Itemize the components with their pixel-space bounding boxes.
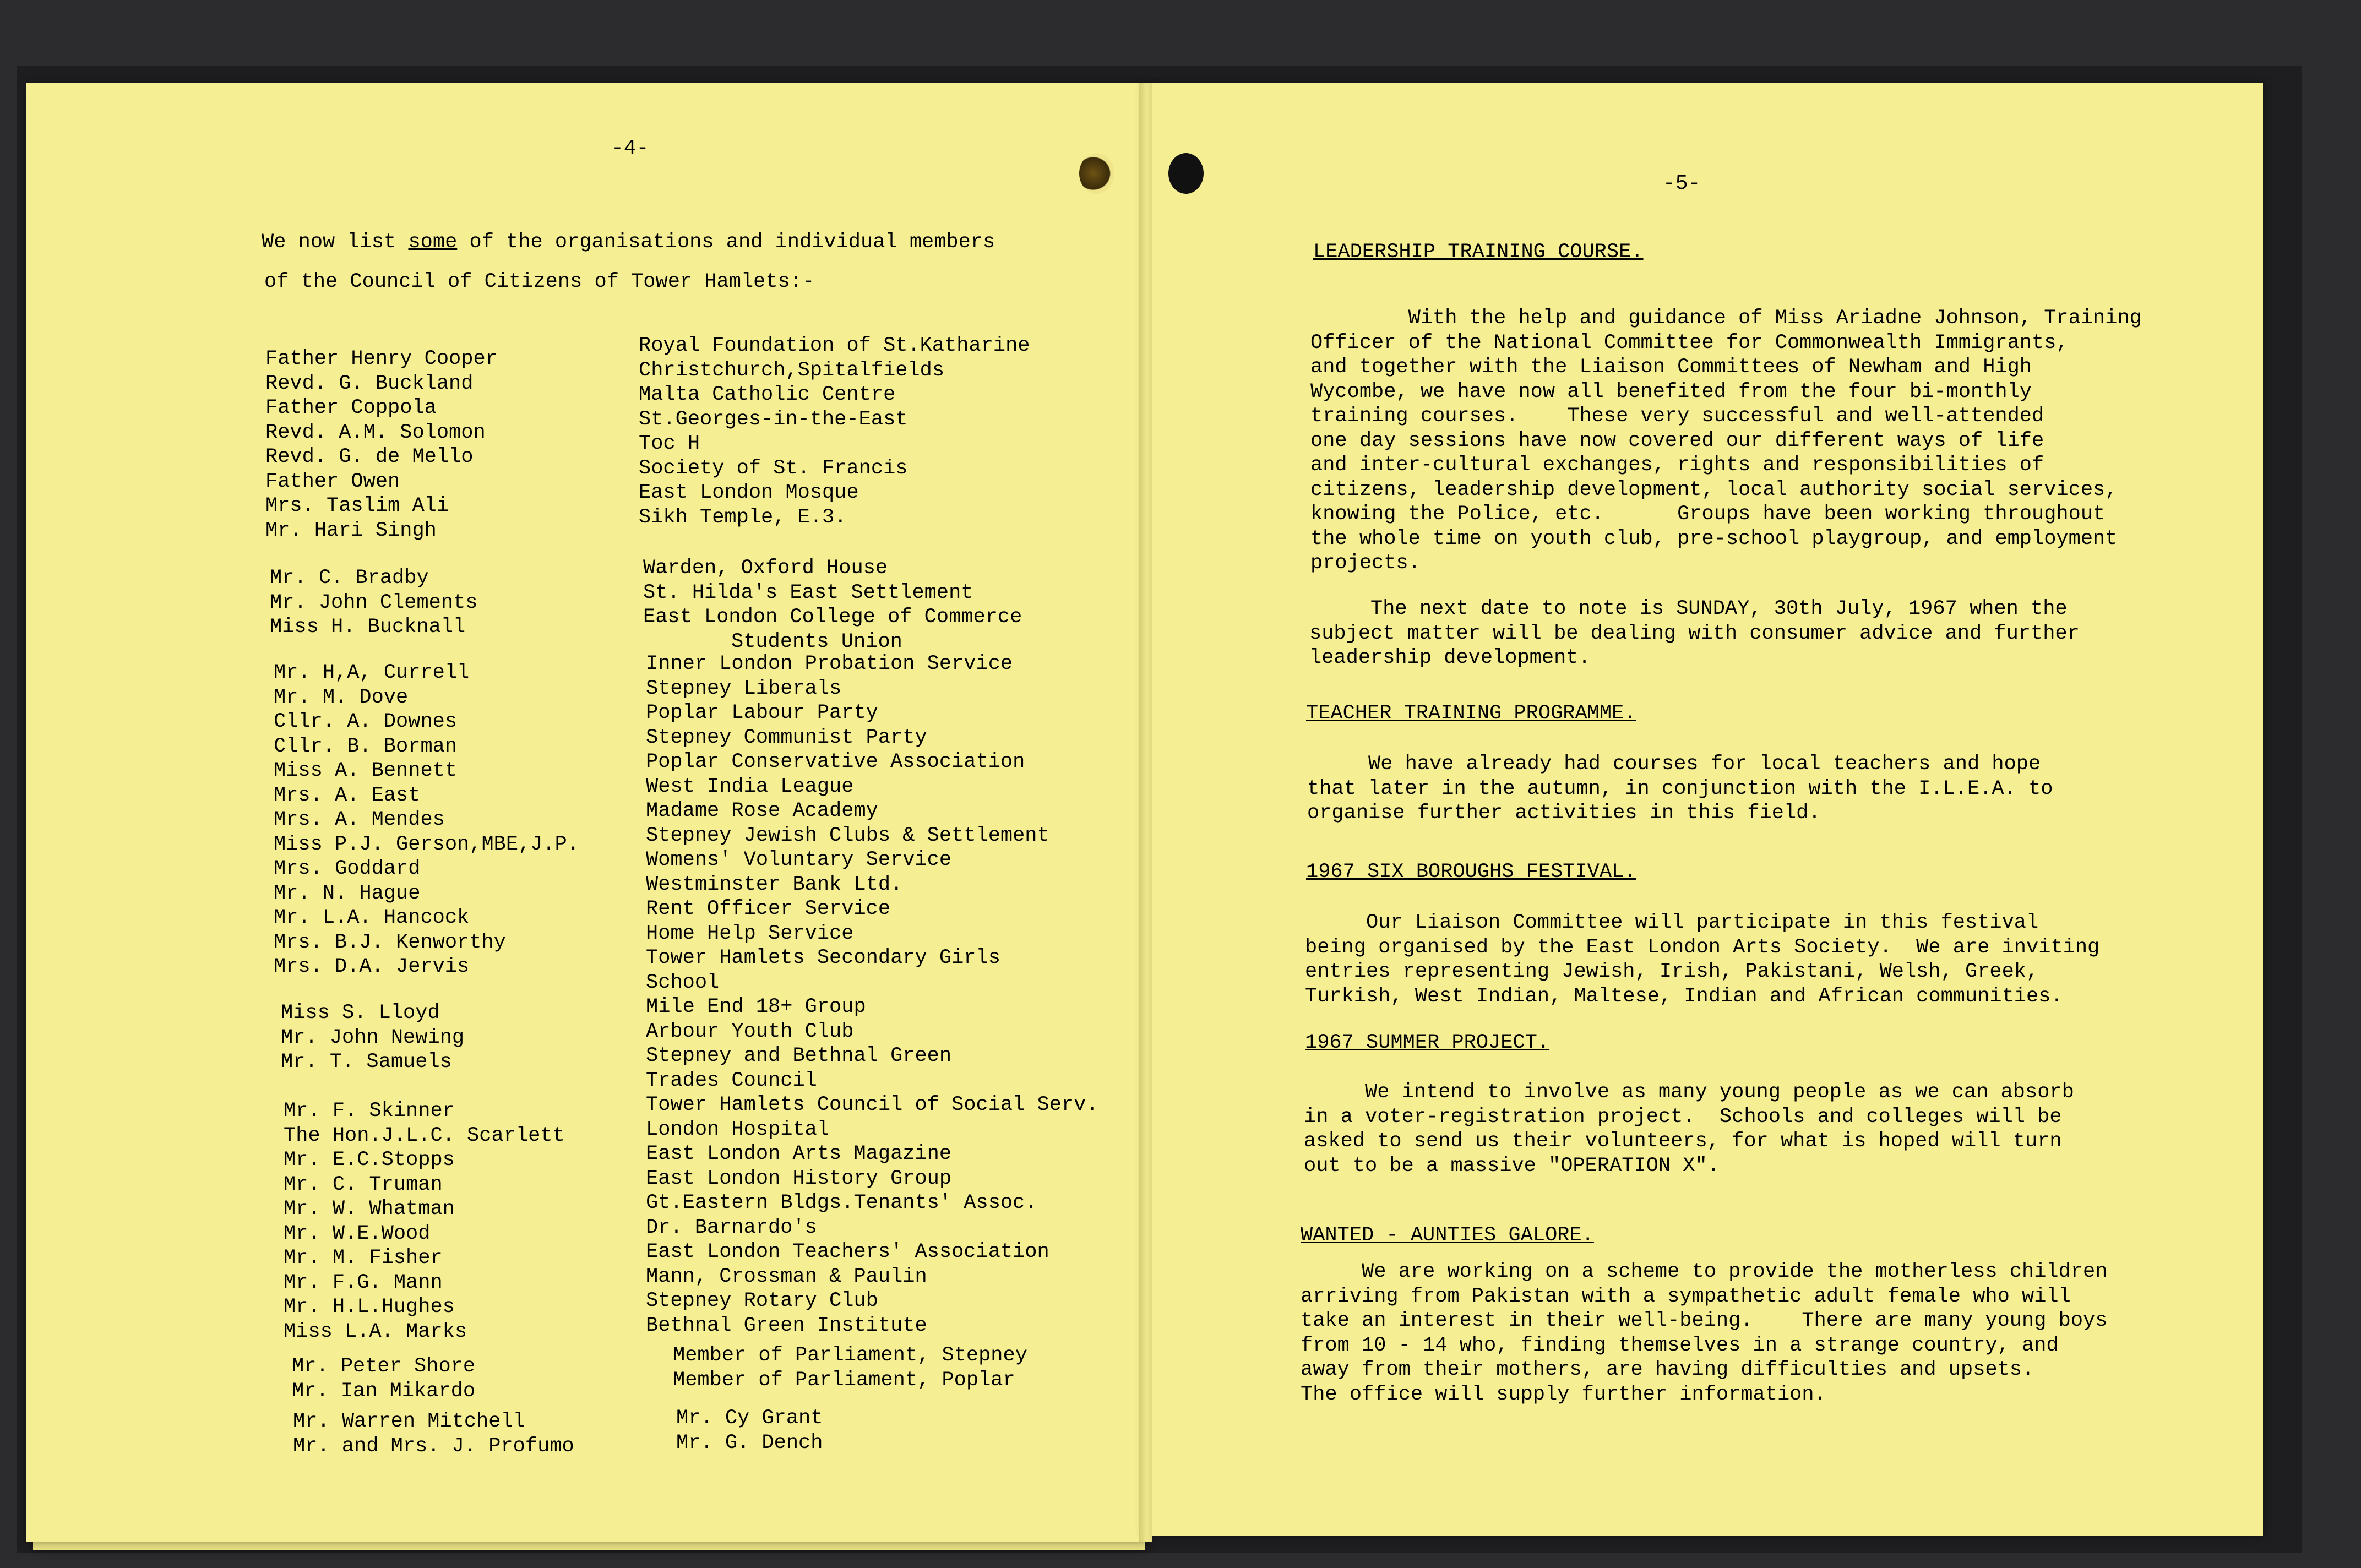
member-entry: Mrs. B.J. Kenworthy (274, 930, 506, 954)
org-entry: Westminster Bank Ltd. (646, 873, 903, 896)
member-entry: Mr. Warren Mitchell (293, 1410, 525, 1433)
member-entry: Mr. F.G. Mann (284, 1271, 443, 1294)
org-entry: Christchurch,Spitalfields (639, 358, 945, 382)
org-entry: Mr. Cy Grant (676, 1407, 823, 1430)
org-entry: Stepney and Bethnal Green (646, 1044, 952, 1068)
para-leadership-2: The next date to note is SUNDAY, 30th July, 1967 when the subject matter will be dealing with consumer advice and further leadership development. (1309, 597, 2080, 669)
org-entry: Malta Catholic Centre (639, 383, 896, 406)
left-page-number: -4- (611, 137, 649, 160)
org-entry: Society of St. Francis (639, 456, 908, 480)
para-teacher: We have already had courses for local teachers and hope that later in the autumn, in conjunction with the I.L.E.A. to organise further activities in this field. (1307, 753, 2053, 825)
org-entry: Sikh Temple, E.3. (639, 505, 847, 529)
member-entry: Mr. John Newing (281, 1026, 465, 1049)
org-entry: East London Mosque (639, 481, 859, 504)
orgs-group-4 (673, 1343, 1027, 1392)
org-entry: Trades Council (646, 1069, 817, 1092)
member-entry: Father Owen (265, 470, 400, 493)
intro-pre: We now list (262, 231, 409, 254)
member-entry: Mrs. A. Mendes (274, 808, 445, 831)
org-entry: Home Help Service (646, 922, 854, 945)
heading-summer: 1967 SUMMER PROJECT. (1305, 1031, 1550, 1054)
org-entry: East London History Group (646, 1167, 952, 1190)
org-entry: Warden, Oxford House (643, 557, 888, 580)
members-group-6 (292, 1354, 475, 1403)
member-entry: Miss A. Bennett (274, 759, 458, 782)
org-entry: Inner London Probation Service (646, 652, 1013, 676)
intro-line-2: of the Council of Citizens of Tower Hamlets:- (264, 270, 815, 293)
org-entry: St. Hilda's East Settlement (643, 581, 973, 605)
orgs-group-3 (646, 652, 1098, 1338)
page-fold (1139, 83, 1152, 1542)
member-entry: Mrs. Goddard (274, 857, 421, 880)
member-entry: Mrs. A. East (274, 783, 421, 807)
member-entry: Mr. L.A. Hancock (274, 906, 470, 929)
member-entry: Miss L.A. Marks (284, 1320, 467, 1343)
member-entry: Mr. Hari Singh (265, 519, 437, 542)
members-group-3 (274, 661, 579, 979)
para-aunties: We are working on a scheme to provide the motherless children arriving from Pakistan with a sympathetic adult female who will take an interest in their well-being. There are many young boys from 10 - 14 who, finding themselves in a strange country, and away from their mothers, are having difficulties and upsets. The office will supply further information. (1301, 1260, 2108, 1406)
org-entry: East London Arts Magazine (646, 1142, 952, 1166)
org-entry: Madame Rose Academy (646, 799, 878, 823)
org-entry: Tower Hamlets Council of Social Serv. (646, 1093, 1098, 1117)
member-entry: Mr. N. Hague (274, 881, 421, 905)
punch-hole-right (1168, 153, 1204, 194)
org-entry: Stepney Rotary Club (646, 1289, 878, 1313)
members-group-4 (281, 1001, 464, 1075)
member-entry: Cllr. A. Downes (274, 710, 458, 733)
member-entry: Mr. Peter Shore (292, 1355, 476, 1378)
member-entry: Mrs. D.A. Jervis (274, 955, 470, 978)
para-summer: We intend to involve as many young people as we can absorb in a voter-registration project. Schools and colleges will be asked to send us their volunteers, for what is hoped will turn out to be a massive "OPERATION X". (1304, 1081, 2074, 1178)
org-entry: Member of Parliament, Stepney (673, 1344, 1027, 1367)
member-entry: Revd. G. Buckland (265, 372, 474, 395)
org-entry: Stepney Jewish Clubs & Settlement (646, 824, 1049, 847)
org-entry: Poplar Labour Party (646, 701, 878, 725)
intro-line-1 (262, 230, 995, 254)
para-festival: Our Liaison Committee will participate in this festival being organised by the East London Arts Society. We are inviting entries representing Jewish, Irish, Pakistani, Welsh, Greek, Turkish, West Indian, Maltese, Indian and African communities. (1305, 911, 2100, 1008)
org-entry: Mile End 18+ Group (646, 995, 866, 1019)
heading-festival: 1967 SIX BOROUGHS FESTIVAL. (1306, 861, 1636, 884)
member-entry: Mr. M. Fisher (284, 1246, 443, 1270)
members-group-7 (293, 1409, 574, 1458)
org-entry: West India League (646, 775, 854, 798)
org-entry: Stepney Liberals (646, 677, 842, 700)
member-entry: Mr. M. Dove (274, 685, 409, 709)
member-entry: Father Coppola (265, 396, 437, 420)
members-group-5 (284, 1099, 565, 1344)
member-entry: Mr. C. Truman (284, 1173, 443, 1196)
member-entry: Mr. and Mrs. J. Profumo (293, 1434, 574, 1458)
org-entry: Gt.Eastern Bldgs.Tenants' Assoc. (646, 1191, 1037, 1215)
org-entry: Mr. G. Dench (676, 1431, 823, 1455)
heading-teacher: TEACHER TRAINING PROGRAMME. (1306, 702, 1636, 725)
orgs-group-2 (643, 556, 1022, 654)
org-entry: Toc H (639, 432, 700, 455)
right-page-number: -5- (1663, 172, 1701, 195)
member-entry: Mr. F. Skinner (284, 1099, 455, 1123)
member-entry: Mrs. Taslim Ali (265, 494, 449, 518)
punch-hole-left (1079, 153, 1114, 194)
heading-aunties: WANTED - AUNTIES GALORE. (1301, 1224, 1594, 1247)
member-entry: Miss H. Bucknall (270, 616, 466, 639)
intro-post: of the organisations and individual members (457, 231, 995, 254)
org-entry: Rent Officer Service (646, 897, 891, 921)
org-entry: Royal Foundation of St.Katharine (639, 334, 1030, 357)
org-entry: School (646, 971, 720, 994)
member-entry: Mr. John Clements (270, 591, 478, 614)
orgs-group-1 (639, 334, 1030, 530)
member-entry: Mr. H.L.Hughes (284, 1295, 455, 1319)
member-entry: Miss S. Lloyd (281, 1001, 440, 1025)
member-entry: Mr. W. Whatman (284, 1197, 455, 1221)
orgs-group-5 (676, 1406, 823, 1455)
org-entry: Arbour Youth Club (646, 1020, 854, 1043)
org-entry: Dr. Barnardo's (646, 1216, 817, 1239)
org-entry: Stepney Communist Party (646, 726, 927, 749)
org-entry: Poplar Conservative Association (646, 750, 1025, 774)
org-entry: Mann, Crossman & Paulin (646, 1265, 927, 1288)
heading-leadership: LEADERSHIP TRAINING COURSE. (1313, 241, 1644, 264)
members-group-2 (270, 566, 477, 640)
org-entry: London Hospital (646, 1118, 830, 1141)
org-entry: St.Georges-in-the-East (639, 407, 908, 431)
org-entry: Bethnal Green Institute (646, 1314, 927, 1337)
member-entry: Mr. Ian Mikardo (292, 1379, 476, 1403)
org-entry: Tower Hamlets Secondary Girls (646, 946, 1000, 970)
member-entry: Cllr. B. Borman (274, 734, 458, 758)
para-leadership-1: With the help and guidance of Miss Ariadne Johnson, Training Officer of the National Committee for Commonwealth Immigrants, and together with the Liaison Committees of Newham and High Wycombe, we have now all benefited from the four bi-monthly training courses. These very successful and well-attended one day sessions have now covered our different ways of life and inter-cultural exchanges, rights and responsibilities of citizens, leadership development, local authority social services, knowing the Police, etc. Groups have been working throughout the whole time on youth club, pre-school playgroup, and employment projects. (1310, 307, 2142, 575)
org-entry: East London Teachers' Association (646, 1240, 1049, 1264)
org-entry: Womens' Voluntary Service (646, 848, 952, 872)
member-entry: Mr. H,A, Currell (274, 661, 470, 684)
member-entry: Mr. T. Samuels (281, 1050, 452, 1074)
org-indented: Students Union (731, 630, 902, 654)
org-entry: Member of Parliament, Poplar (673, 1368, 1015, 1392)
member-entry: Mr. W.E.Wood (284, 1222, 431, 1245)
org-entry: East London College of Commerce (643, 606, 1022, 629)
members-group-1 (265, 347, 498, 543)
member-entry: Father Henry Cooper (265, 347, 498, 371)
member-entry: Revd. A.M. Solomon (265, 421, 486, 444)
member-entry: Revd. G. de Mello (265, 445, 474, 469)
member-entry: Mr. C. Bradby (270, 567, 429, 590)
intro-emphasis: some (408, 231, 458, 254)
member-entry: Miss P.J. Gerson,MBE,J.P. (274, 832, 580, 856)
member-entry: The Hon.J.L.C. Scarlett (284, 1124, 565, 1147)
member-entry: Mr. E.C.Stopps (284, 1148, 455, 1172)
